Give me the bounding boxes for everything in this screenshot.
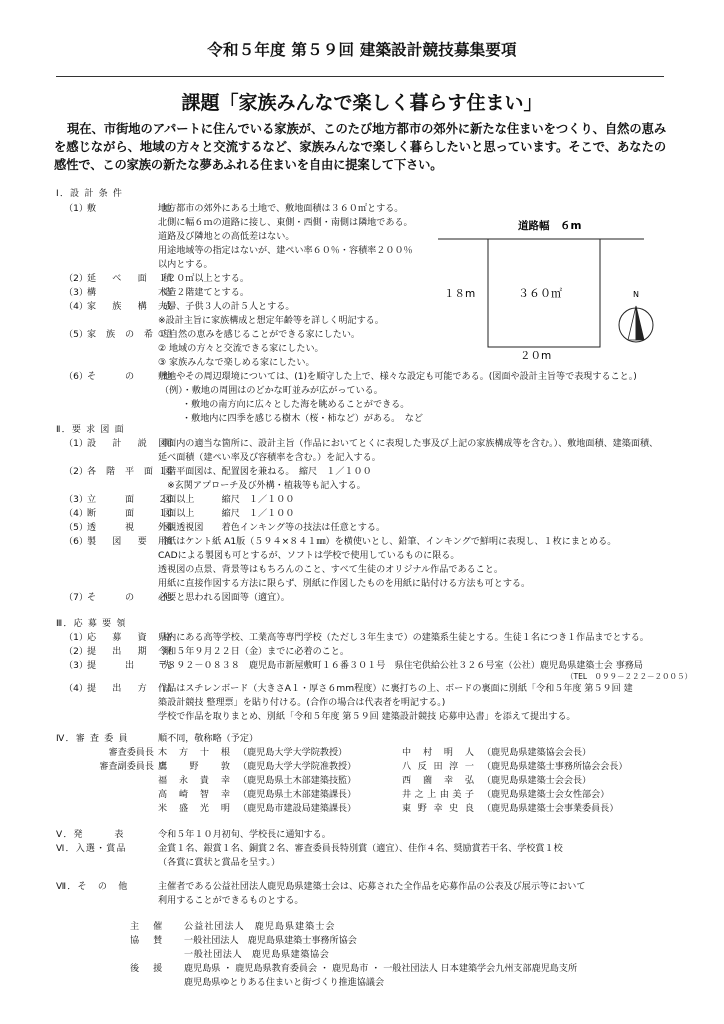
wish-item: ③ 家族みんなで楽しめる家にしたい。 [158, 358, 315, 368]
application-text: 学校で作品を取りまとめ、別紙「令和５年度 第５９回 建築設計競技 応募申込書」を添えて提出する。 [158, 712, 576, 722]
other-example: （例）・敷地の周囲はのどかな町並みが広がっている。 [160, 386, 383, 396]
site-line: 道路及び隣地との高低差はない。 [158, 232, 295, 242]
drawing-text: CADによる製図も可とするが、ソフトは学校で使用しているものに限る。 [158, 551, 460, 561]
judge-entry: 木方十根 （鹿児島大学大学院教授） [158, 748, 348, 758]
west-dimension-label: １８m [444, 288, 476, 300]
judge-entry: 鷹野敦 （鹿児島大学大学院准教授） [158, 762, 357, 772]
drawing-text: １階平面図は、配置図を兼ねる。 縮尺 １／１００ [158, 467, 372, 477]
judge-entry: 西薗幸弘 （鹿児島県建築士会会長） [402, 776, 592, 786]
judge-entry: 福永貴幸 （鹿児島県土木部建築技監） [158, 776, 357, 786]
intro-paragraph: 現在、市街地のアパートに住んでいる家族が、このたび地方都市の郊外に新たな住まいをつくり、自然の恵みを感じながら、地域の方々と交流するなど、家族みんなで楽しく暮らしたいと思っています。そこで、あなたの感性で、この家族の新たな夢あふれる住まいを自由に提案して下さい。 [54, 122, 666, 172]
cosponsor-name: 一般社団法人 鹿児島県建築協会 [184, 950, 330, 960]
title-divider [56, 76, 664, 77]
application-text: 令和５年９月２２日（金）までに必着のこと。 [158, 647, 349, 657]
judge-entry: 東野幸史良 （鹿児島県建築士会事業委員長） [402, 804, 619, 814]
drawing-text: １面以上 縮尺 １／１００ [158, 509, 295, 519]
item-label-eligibility: （1）応募資格 [64, 633, 172, 643]
item-label-destination: （3）提出先 [64, 661, 172, 671]
prizes-text: 金賞１名、銀賞１名、銅賞２名、審査委員長特別賞（適宜）、佳作４名、奨励賞若干名、学校賞１校 [158, 844, 563, 854]
item-label-structure: （3）構造 [64, 288, 172, 298]
item-label-floor-area: （2）延べ面積 [64, 274, 172, 284]
item-label-elevation: （3）立面図 [64, 495, 172, 505]
item-label-other: （6）その他 [64, 372, 172, 382]
judge-entry: 米盛光明 （鹿児島市建設局建築課長） [158, 804, 357, 814]
item-label-drafting-rules: （6）製図要領 [64, 537, 172, 547]
theme-title: 課題「家族みんなで楽しく暮らす住まい」 [181, 92, 543, 114]
page-title: 令和５年度 第５９回 建築設計競技募集要項 [207, 41, 517, 59]
prizes-text: （各賞に賞状と賞品を呈す。） [158, 858, 281, 868]
family-note: ※設計主旨に家族構成と想定年齢等を詳しく明記する。 [158, 316, 384, 326]
section-heading-conditions: Ⅰ．設 計 条 件 [56, 189, 124, 199]
item-label-deadline: （2）提出期限 [64, 647, 172, 657]
application-text: 〒８９２－０８３８ 鹿児島市新屋敷町１６番３０１号 県住宅供給公社３２６号室（公社）鹿児島県建築士会 事務局 [158, 661, 643, 671]
site-line: 北側に幅６ｍの道路に接し、東側・西側・南側は隣地である。 [158, 218, 413, 228]
site-line: 地方都市の郊外にある土地で、敷地面積は３６０㎡とする。 [158, 204, 404, 214]
road-width-label: 道路幅 ６m [518, 220, 582, 232]
drawing-text: 延べ面積（建ぺい率及び容積率を含む。）を記入する。 [158, 453, 381, 463]
item-label-wish: （5）家族の希望 [64, 330, 172, 340]
cosponsor-name: 一般社団法人 鹿児島県建築士事務所協会 [184, 936, 357, 946]
site-area-label: ３６０㎡ [518, 287, 562, 300]
host-label: 主催 [130, 922, 177, 932]
floor-area-text: １２０㎡以上とする。 [158, 274, 249, 284]
other-text: 敷地やその周辺環境については、(1)を順守した上で、様々な設定も可能である。(図面や設計主旨等で表現すること。) [158, 372, 637, 382]
drawing-text: 透視図の点景、背景等はもちろんのこと、すべて生徒のオリジナル作品であること。 [158, 565, 503, 575]
item-label-drawings-other: （7）その他 [64, 593, 172, 603]
judge-role-vice-chair: 審査副委員長 [99, 762, 154, 772]
section-heading-misc: Ⅶ．そ の 他 [56, 882, 129, 892]
judge-entry: 中村明人 （鹿児島県建築協会会長） [402, 748, 592, 758]
north-label: N [633, 290, 639, 299]
drawing-text: 必要と思われる図面等（適宜）。 [158, 593, 290, 603]
site-plan-figure [430, 205, 670, 365]
drawing-text: 外観透視図 着色インキング等の技法は任意とする。 [158, 523, 386, 533]
item-label-floor-plans: （2）各階平面図 [64, 467, 172, 477]
support-name: 鹿児島県 ・ 鹿児島県教育委員会 ・ 鹿児島市 ・ 一般社団法人 日本建築学会九州支部鹿児島支所 [184, 964, 578, 974]
drawing-text: 用紙はケント紙 A1版（５９４×８４１㎜）を横使いとし、鉛筆、インキングで鮮明に表現し、１枚にまとめる。 [158, 537, 617, 547]
drawing-text: ２面以上 縮尺 １／１００ [158, 495, 295, 505]
support-label: 後援 [130, 964, 177, 974]
site-line: 以内とする。 [158, 260, 213, 270]
wish-item: ② 地域の方々と交流できる家にしたい。 [158, 344, 324, 354]
other-example: ・敷地内に四季を感じる樹木（桜・柿など）がある。 など [182, 414, 423, 424]
section-heading-judges: Ⅳ．審 査 委 員 [56, 734, 129, 744]
judge-entry: 八反田淳一 （鹿児島県建築士事務所協会会長） [402, 762, 628, 772]
application-text: 県内にある高等学校、工業高等専門学校（ただし３年生まで）の建築系生徒とする。生徒１名につき１作品までとする。 [158, 633, 649, 643]
office-phone: （TEL ０９９－２２２－２００５） [566, 672, 692, 681]
drawing-text: 用紙に直接作図する方法に限らず、別紙に作図したものを用紙に貼付ける方法も可とする。 [158, 579, 531, 589]
host-name: 公益社団法人 鹿児島県建築士会 [184, 922, 336, 932]
judge-role-chair: 審査委員長 [108, 748, 154, 758]
application-text: 築設計競技 整理票」を貼り付ける。(合作の場合は代表者を明記する。) [158, 698, 446, 708]
site-line: 用途地域等の指定はないが、建ぺい率６０％・容積率２００％ [158, 246, 413, 256]
item-label-perspective: （5）透視図 [64, 523, 172, 533]
cosponsor-label: 協賛 [130, 936, 177, 946]
family-text: 夫婦、子供３人の計５人とする。 [158, 302, 295, 312]
structure-text: 木造２階建てとする。 [158, 288, 249, 298]
item-label-section: （4）断面図 [64, 509, 172, 519]
wish-item: ① 自然の恵みを感じることができる家にしたい。 [158, 330, 361, 340]
section-heading-announcement: Ⅴ．発 表 [56, 830, 125, 840]
drawing-text: ※玄関アプローチ及び外構・植栽等も記入する。 [158, 481, 366, 491]
support-name: 鹿児島県ゆとりある住まいと街づくり推進協議会 [184, 978, 385, 988]
judges-order-note: 順不同，敬称略（予定） [158, 734, 259, 744]
item-label-method: （4）提出方法 [64, 684, 172, 694]
application-text: 作品はスチレンボード（大きさA１・厚さ６mm程度）に裏打ちの上、ボードの裏面に別紙「令和５年度 第５９回 建 [158, 684, 633, 694]
judge-entry: 高崎智幸 （鹿児島県土木部建築課長） [158, 790, 357, 800]
item-label-family: （4）家族構成 [64, 302, 172, 312]
announcement-text: 令和５年１０月初旬、学校長に通知する。 [158, 830, 331, 840]
section-heading-application: Ⅲ．応 募 要 領 [56, 619, 127, 629]
misc-text: 主催者である公益社団法人鹿児島県建築士会は、応募された全作品を応募作品の公表及び展示等において [158, 882, 586, 892]
section-heading-drawings: Ⅱ．要 求 図 面 [56, 425, 125, 435]
other-example: ・敷地の南方向に広々とした海を眺めることができる。 [182, 400, 410, 410]
item-label-site: （1）敷地 [64, 204, 172, 214]
north-arrow-icon [619, 290, 653, 342]
drawing-text: 図面内の適当な箇所に、設計主旨（作品においてとくに表現した事及び上記の家族構成等を含む。）、敷地面積、建築面積、 [158, 439, 659, 449]
judge-entry: 井之上由美子 （鹿児島県建築士会女性部会） [402, 790, 610, 800]
item-label-design-notes: （1）設計説明 [64, 439, 172, 449]
section-heading-prizes: Ⅵ．入選・賞品 [56, 844, 127, 854]
misc-text: 利用することができるものとする。 [158, 896, 304, 906]
south-dimension-label: ２０m [520, 350, 552, 362]
